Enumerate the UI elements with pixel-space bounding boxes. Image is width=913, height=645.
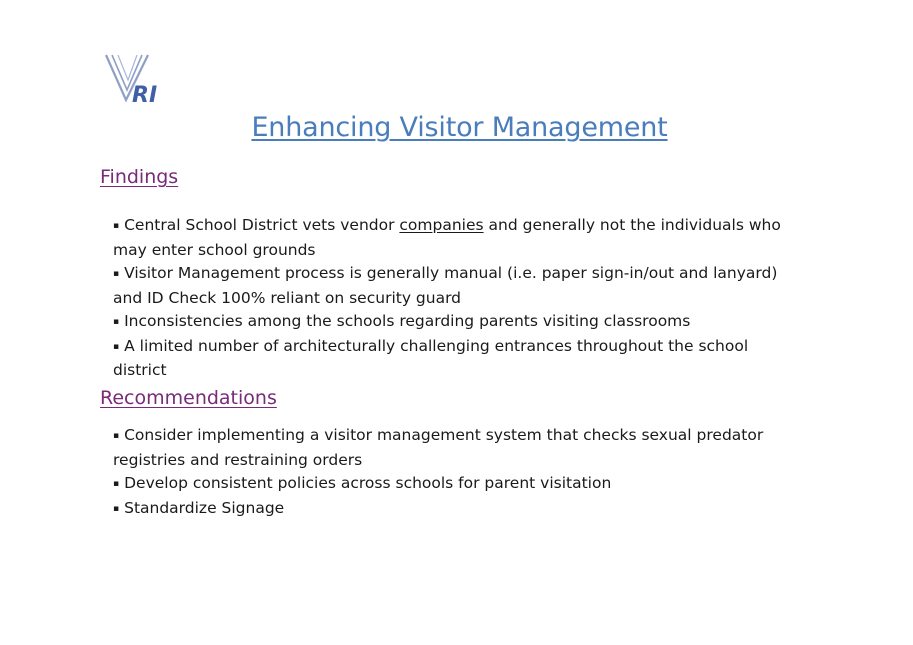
bullet-icon: ▪ — [113, 431, 120, 441]
list-item-underlined-text: companies — [399, 216, 484, 234]
list-item — [113, 424, 793, 472]
list-item — [113, 472, 793, 497]
list-item — [113, 262, 793, 310]
list-item-text: A limited number of architecturally challenging entrances throughout the school district — [113, 336, 749, 379]
vri-logo-graphic — [104, 52, 182, 106]
page-title — [0, 112, 913, 143]
list-item — [113, 497, 793, 522]
vri-logo — [104, 52, 182, 106]
bullet-icon: ▪ — [113, 269, 120, 279]
bullet-icon: ▪ — [113, 341, 120, 352]
list-item-text: Standardize Signage — [124, 498, 285, 517]
recommendations-list — [113, 424, 793, 521]
list-item-text: Inconsistencies among the schools regarding parents visiting classrooms — [124, 312, 691, 330]
bullet-icon: ▪ — [113, 221, 120, 231]
list-item-text: Consider implementing a visitor management system that checks sexual predator registries and restraining orders — [113, 426, 764, 469]
vri-logo-letters: RI — [132, 83, 158, 106]
findings-list — [113, 214, 793, 383]
bullet-icon: ▪ — [113, 503, 120, 514]
list-item-text: and generally not the individuals who may enter school grounds — [113, 216, 781, 259]
list-item — [113, 214, 793, 262]
bullet-icon: ▪ — [113, 479, 120, 489]
bullet-icon: ▪ — [113, 317, 120, 327]
page-title-text: Enhancing Visitor Management — [251, 112, 668, 143]
list-item — [113, 335, 793, 383]
list-item — [113, 310, 793, 335]
list-item-text: Develop consistent policies across schools for parent visitation — [124, 474, 612, 492]
list-item-text: Visitor Management process is generally manual (i.e. paper sign-in/out and lanyard) and ID Check 100% reliant on security guard — [113, 264, 778, 307]
findings-heading: Findings — [100, 166, 179, 188]
recommendations-heading: Recommendations — [100, 387, 277, 409]
list-item-text: Central School District vets vendor — [124, 216, 400, 234]
